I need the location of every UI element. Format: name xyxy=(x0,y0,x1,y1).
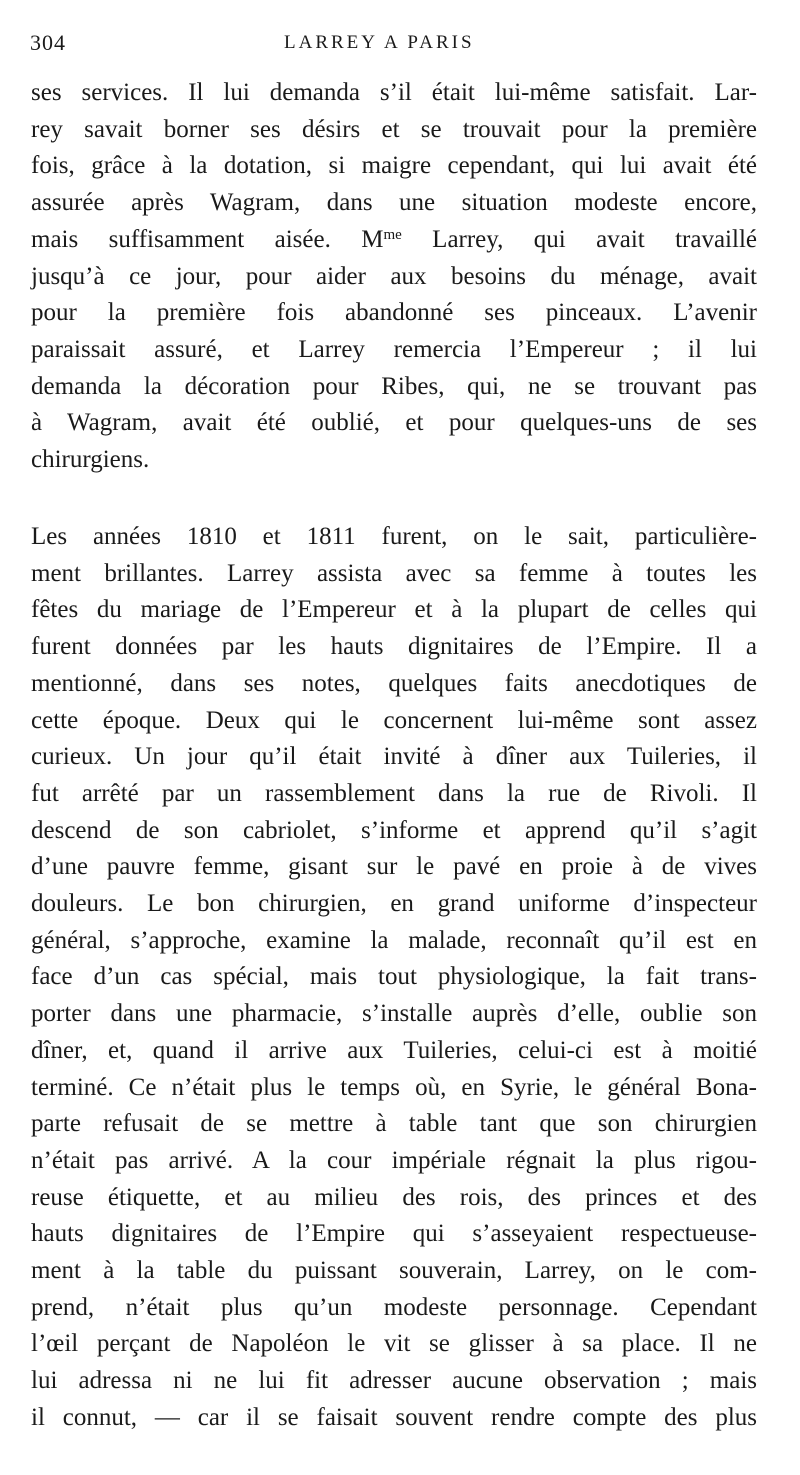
text-line: paraissait assuré, et Larrey remercia l’Empereur ; il lui xyxy=(31,335,757,363)
text-line: Les années 1810 et 1811 furent, on le sait, particulière- xyxy=(31,523,757,550)
text-line: ment à la table du puissant souverain, Larrey, on le com- xyxy=(31,1257,757,1285)
paragraph-2 xyxy=(31,519,757,1437)
text-line: fut arrêté par un rassemblement dans la rue de Rivoli. Il xyxy=(31,779,757,807)
text-line: ses services. Il lui demanda s’il était lui-même satisfait. Lar- xyxy=(31,79,757,106)
text-line: n’était pas arrivé. A la cour impériale régnait la plus rigou- xyxy=(31,1146,757,1174)
text-line: douleurs. Le bon chirurgien, en grand uniforme d’inspecteur xyxy=(31,890,757,918)
text-line: dîner, et, quand il arrive aux Tuileries, celui-ci est à moitié xyxy=(31,1036,757,1064)
running-title: LARREY A PARIS xyxy=(284,32,475,53)
text-line: mentionné, dans ses notes, quelques faits anecdotiques de xyxy=(31,669,757,697)
text-line: descend de son cabriolet, s’informe et apprend qu’il s’agit xyxy=(31,816,757,844)
text-line: ment brillantes. Larrey assista avec sa femme à toutes les xyxy=(31,559,757,587)
text-segment: Larrey, qui avait travaillé xyxy=(401,225,757,253)
text-line: d’une pauvre femme, gisant sur le pavé en proie à de vives xyxy=(31,853,757,881)
text-line: assurée après Wagram, dans une situation modeste encore, xyxy=(31,189,757,217)
text-line: hauts dignitaires de l’Empire qui s’asseyaient respectueuse- xyxy=(31,1220,757,1248)
text-line: il connut, — car il se faisait souvent rendre compte des plus xyxy=(31,1403,757,1431)
page-number: 304 xyxy=(30,30,66,55)
text-line: fêtes du mariage de l’Empereur et à la plupart de celles qui xyxy=(31,596,757,624)
text-line: demanda la décoration pour Ribes, qui, ne se trouvant pas xyxy=(31,372,757,400)
text-line: terminé. Ce n’était plus le temps où, en Syrie, le général Bona- xyxy=(31,1073,757,1101)
text-line: à Wagram, avait été oublié, et pour quelques-uns de ses xyxy=(31,409,757,437)
text-line: furent données par les hauts dignitaires de l’Empire. Il a xyxy=(31,633,757,661)
text-line: parte refusait de se mettre à table tant que son chirurgien xyxy=(31,1110,757,1138)
text-line: chirurgiens. xyxy=(31,446,150,474)
text-line: face d’un cas spécial, mais tout physiologique, la fait trans- xyxy=(31,963,757,991)
text-line: prend, n’était plus qu’un modeste personnage. Cependant xyxy=(31,1293,757,1321)
text-line: pour la première fois abandonné ses pinceaux. L’avenir xyxy=(31,299,757,327)
text-line: général, s’approche, examine la malade, reconnaît qu’il est en xyxy=(31,926,757,954)
text-line: curieux. Un jour qu’il était invité à dîner aux Tuileries, il xyxy=(31,743,757,771)
text-line: reuse étiquette, et au milieu des rois, des princes et des xyxy=(31,1183,757,1211)
text-line: jusqu’à ce jour, pour aider aux besoins du ménage, avait xyxy=(31,262,757,290)
text-line: cette époque. Deux qui le concernent lui-même sont assez xyxy=(31,706,757,734)
running-header xyxy=(30,30,770,60)
text-line: lui adressa ni ne lui fit adresser aucune observation ; mais xyxy=(31,1367,757,1395)
paragraph-1 xyxy=(31,75,757,479)
text-segment: mais suffisamment aisée. M xyxy=(31,225,384,253)
text-line: fois, grâce à la dotation, si maigre cependant, qui lui avait été xyxy=(31,152,757,180)
text-line: l’œil perçant de Napoléon le vit se glisser à sa place. Il ne xyxy=(31,1330,757,1358)
text-line xyxy=(31,222,757,259)
text-line: porter dans une pharmacie, s’installe auprès d’elle, oublie son xyxy=(31,1000,757,1028)
superscript-abbreviation: me xyxy=(383,226,402,243)
text-line: rey savait borner ses désirs et se trouvait pour la première xyxy=(31,115,757,143)
